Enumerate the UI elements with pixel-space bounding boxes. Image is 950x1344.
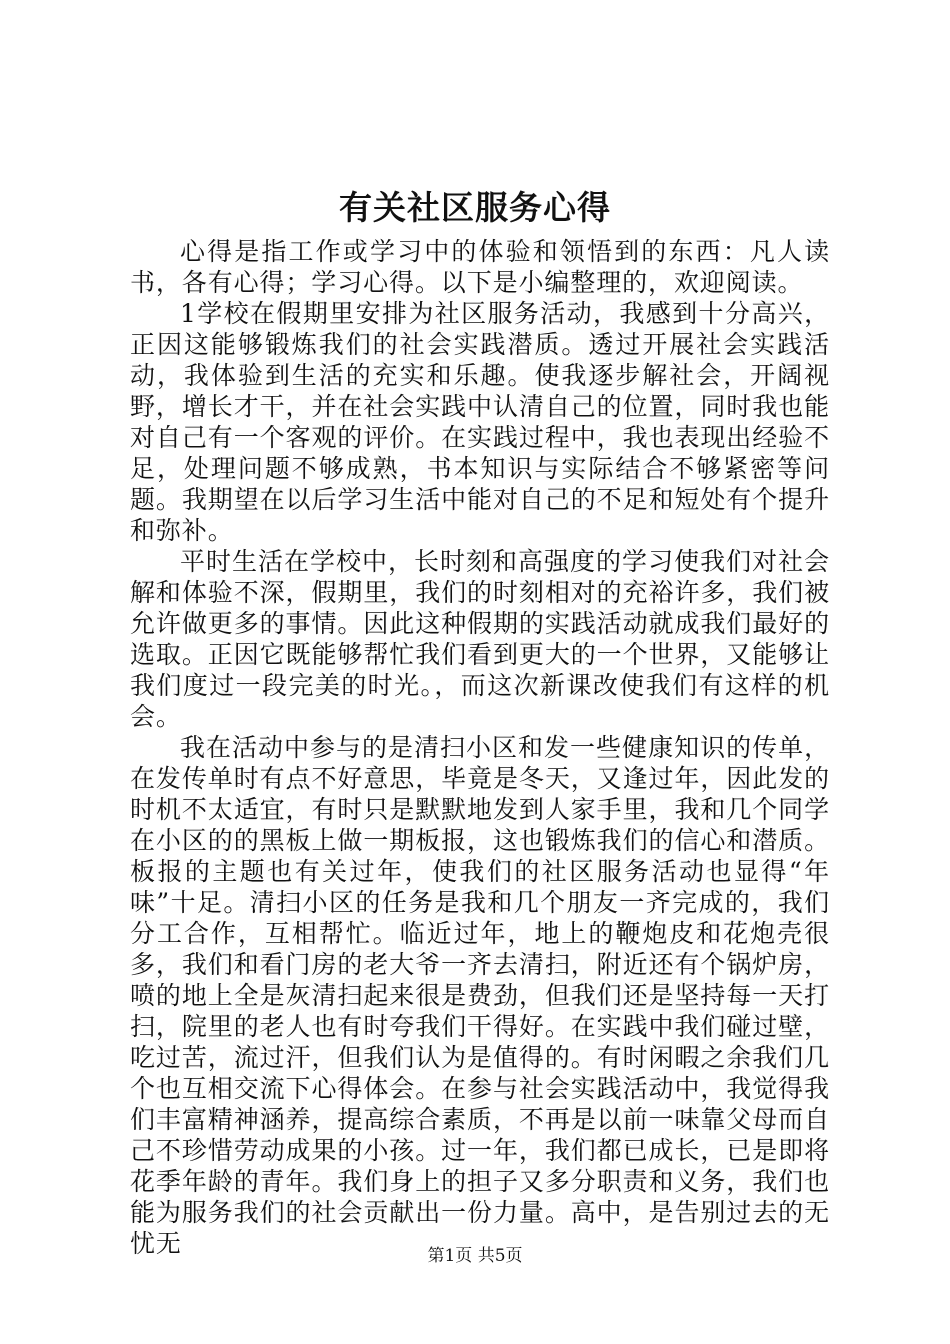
- paragraph-1: 1学校在假期里安排为社区服务活动，我感到十分高兴，正因这能够锻炼我们的社会实践潜质。透过开展社会实践活动，我体验到生活的充实和乐趣。使我逐步解社会，开阔视野，增长才干，并在社会实践中认清自己的位置，同时我也能对自己有一个客观的评价。在实践过程中，我也表现出经验不足，处理问题不够成熟，书本知识与实际结合不够紧密等问题。我期望在以后学习生活中能对自己的不足和短处有个提升和弥补。: [130, 299, 830, 545]
- paragraph-intro: 心得是指工作或学习中的体验和领悟到的东西：凡人读书，各有心得；学习心得。以下是小编整理的，欢迎阅读。: [130, 237, 830, 297]
- paragraph-3: 我在活动中参与的是清扫小区和发一些健康知识的传单，在发传单时有点不好意思，毕竟是冬天，又逢过年，因此发的时机不太适宜，有时只是默默地发到人家手里，我和几个同学在小区的的黑板上做一期板报，这也锻炼我们的信心和潜质。板报的主题也有关过年，使我们的社区服务活动也显得“年味”十足。清扫小区的任务是我和几个朋友一齐完成的，我们分工合作，互相帮忙。临近过年，地上的鞭炮皮和花炮壳很多，我们和看门房的老大爷一齐去清扫，附近还有个锅炉房，喷的地上全是灰清扫起来很是费劲，但我们还是坚持每一天打扫，院里的老人也有时夸我们干得好。在实践中我们碰过壁，吃过苦，流过汗，但我们认为是值得的。有时闲暇之余我们几个也互相交流下心得体会。在参与社会实践活动中，我觉得我们丰富精神涵养，提高综合素质，不再是以前一味靠父母而自己不珍惜劳动成果的小孩。过一年，我们都已成长，已是即将花季年龄的青年。我们身上的担子又多分职责和义务，我们也能为服务我们的社会贡献出一份力量。高中，是告别过去的无忧无: [130, 733, 830, 1258]
- document-title: 有关社区服务心得: [339, 188, 611, 227]
- paragraph-2: 平时生活在学校中，长时刻和高强度的学习使我们对社会解和体验不深，假期里，我们的时刻相对的充裕许多，我们被允许做更多的事情。因此这种假期的实践活动就成我们最好的选取。正因它既能够帮忙我们看到更大的一个世界，又能够让我们度过一段完美的时光。，而这次新课改使我们有这样的机会。: [130, 547, 830, 731]
- document-body: [130, 236, 830, 1259]
- page-footer: 第1页 共5页: [427, 1246, 523, 1266]
